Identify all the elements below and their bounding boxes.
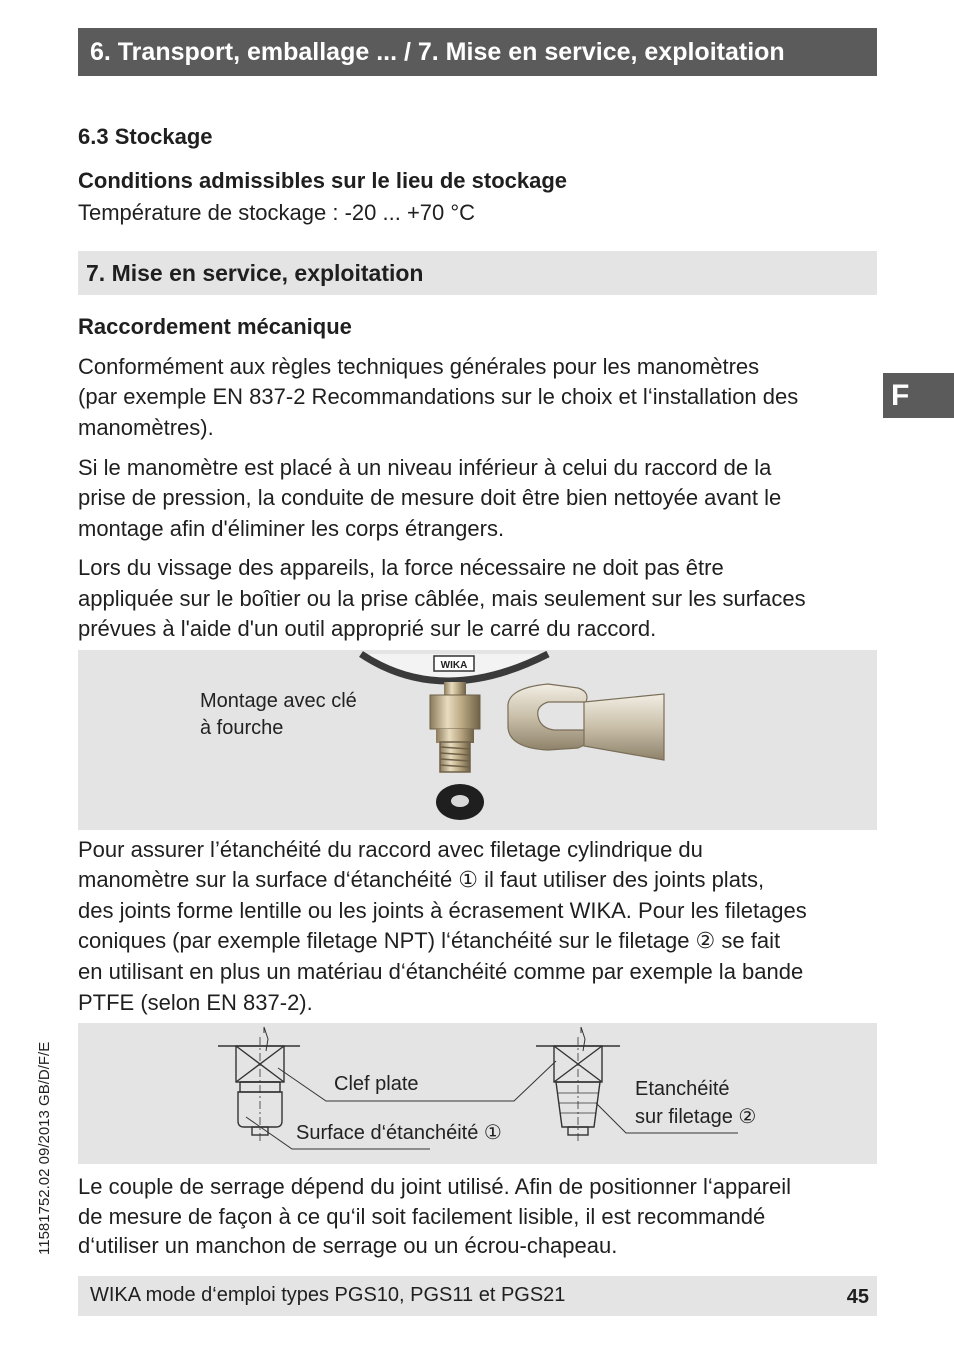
paragraph-line: manomètres). xyxy=(78,415,214,440)
paragraph-line: en utilisant en plus un matériau d‘étanchéité comme par exemple la bande xyxy=(78,959,804,984)
figure-label-line: à fourche xyxy=(200,717,284,739)
page-number: 45 xyxy=(846,1286,869,1308)
paragraph-line: de mesure de façon à ce qu‘il soit facilement lisible, il est recommandé xyxy=(78,1204,766,1229)
section-7-title: 7. Mise en service, exploitation xyxy=(78,251,877,295)
paragraph-line: Conformément aux règles techniques générales pour les manomètres xyxy=(78,354,760,379)
figure-label-line: Montage avec clé xyxy=(200,690,357,712)
document-code: 11581752.02 09/2013 GB/D/F/E xyxy=(36,1041,53,1255)
storage-temperature: Température de stockage : -20 ... +70 °C xyxy=(78,200,476,225)
gauge-wrench-illustration xyxy=(78,650,877,830)
paragraph-line: Lors du vissage des appareils, la force nécessaire ne doit pas être xyxy=(78,555,724,580)
storage-heading: 6.3 Stockage xyxy=(78,124,213,149)
paragraph-line: appliquée sur le boîtier ou la prise câblée, mais seulement sur les surfaces xyxy=(78,586,806,611)
etancheite-label-line: sur filetage ② xyxy=(635,1106,757,1128)
paragraph-line: des joints forme lentille ou les joints à écrasement WIKA. Pour les filetages xyxy=(78,898,807,923)
storage-conditions-heading: Conditions admissibles sur le lieu de stockage xyxy=(78,168,568,193)
paragraph-line: Le couple de serrage dépend du joint utilisé. Afin de positionner l‘appareil xyxy=(78,1174,792,1199)
paragraph-line: (par exemple EN 837-2 Recommandations sur le choix et l‘installation des xyxy=(78,384,799,409)
surface-etancheite-label: Surface d‘étanchéité ① xyxy=(296,1122,502,1144)
footer-text: WIKA mode d‘emploi types PGS10, PGS11 et PGS21 xyxy=(90,1284,566,1306)
paragraph-line: d‘utiliser un manchon de serrage ou un écrou-chapeau. xyxy=(78,1233,618,1258)
clef-plate-label: Clef plate xyxy=(334,1073,419,1095)
paragraph-line: manomètre sur la surface d‘étanchéité ① il faut utiliser des joints plats, xyxy=(78,867,765,892)
paragraph-line: PTFE (selon EN 837-2). xyxy=(78,990,313,1015)
mechanical-connection-heading: Raccordement mécanique xyxy=(78,314,352,339)
paragraph-line: prise de pression, la conduite de mesure doit être bien nettoyée avant le xyxy=(78,485,782,510)
paragraph-line: montage afin d'éliminer les corps étrangers. xyxy=(78,516,505,541)
paragraph-line: Pour assurer l’étanchéité du raccord avec filetage cylindrique du xyxy=(78,837,703,862)
language-tab: F xyxy=(883,373,954,418)
figure-sealing-diagram xyxy=(78,1023,877,1164)
wika-logo-text: WIKA xyxy=(440,660,468,671)
page-header-title: 6. Transport, emballage ... / 7. Mise en service, exploitation xyxy=(78,28,877,76)
etancheite-label-line: Etanchéité xyxy=(635,1078,730,1100)
figure-wrench-mounting xyxy=(78,650,877,830)
paragraph-line: prévues à l'aide d'un outil approprié sur le carré du raccord. xyxy=(78,616,657,641)
paragraph-line: coniques (par exemple filetage NPT) l‘étanchéité sur le filetage ② se fait xyxy=(78,928,781,953)
paragraph-line: Si le manomètre est placé à un niveau inférieur à celui du raccord de la xyxy=(78,455,772,480)
page-footer xyxy=(78,1276,877,1316)
